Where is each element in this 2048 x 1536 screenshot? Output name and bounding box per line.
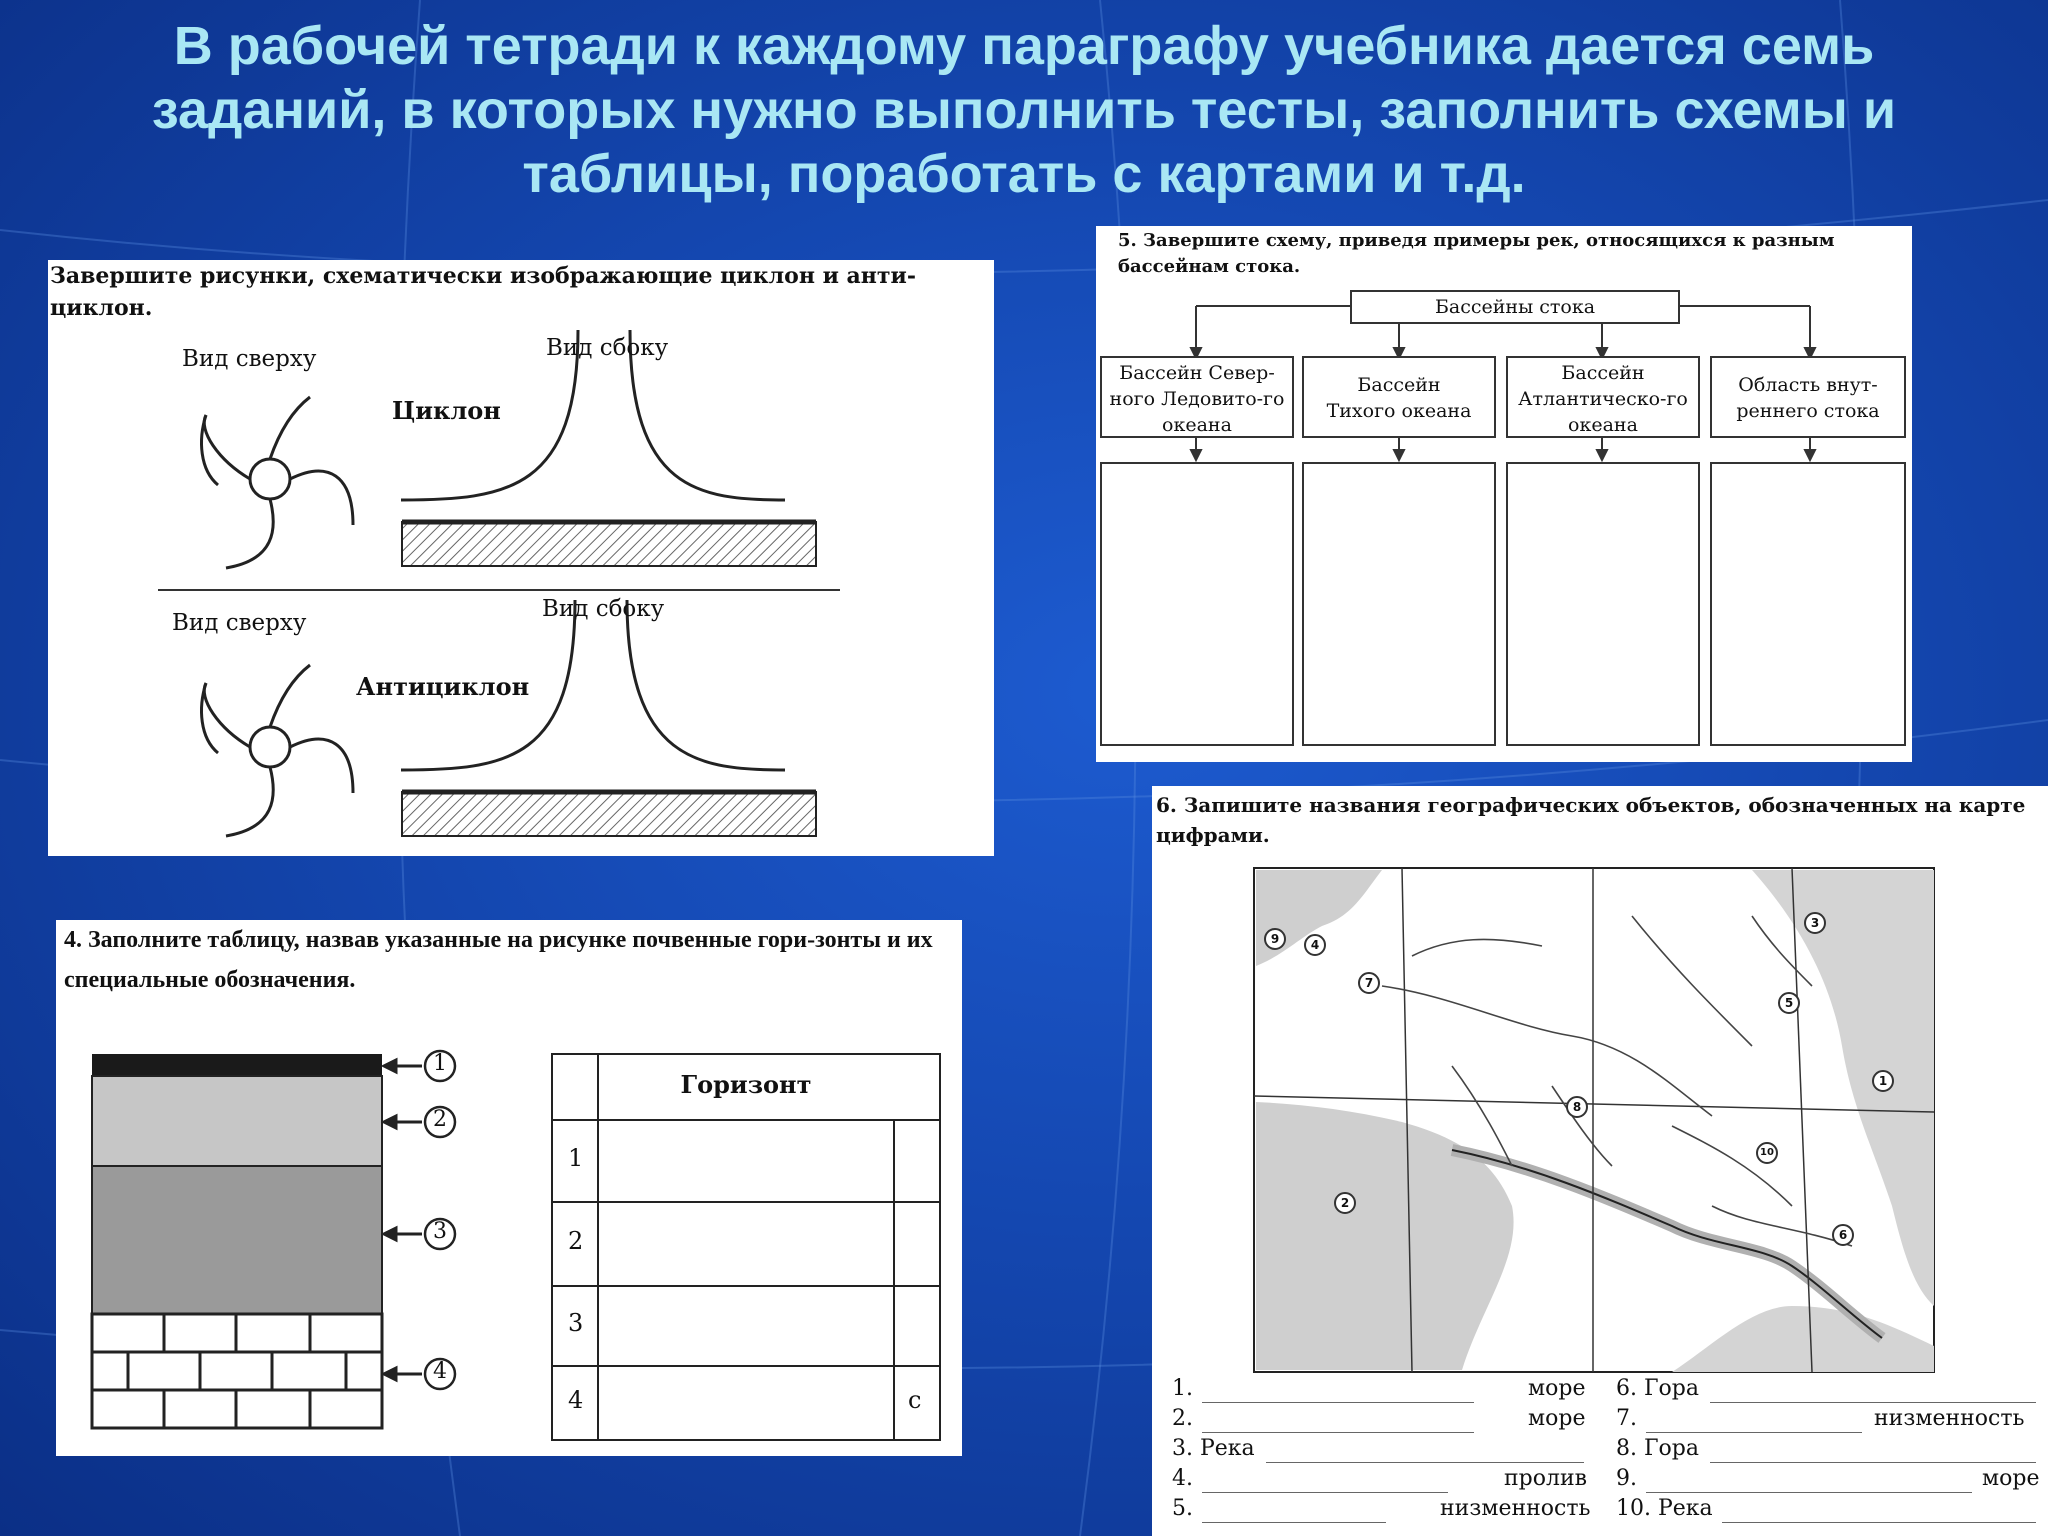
- map-answer-10-prefix: 10. Река: [1616, 1496, 1713, 1521]
- anticyclone-view-top: Вид сверху: [172, 610, 307, 636]
- map-marker-7: 7: [1358, 972, 1380, 994]
- slide-title: В рабочей тетради к каждому параграфу учебника дается семь заданий, в которых нужно выполнить тесты, заполнить схемы и таблицы, поработать с картами и т.д.: [151, 16, 1897, 204]
- soil-row-num-4: 4: [568, 1386, 584, 1414]
- map-answer-3-prefix: 3. Река: [1172, 1436, 1255, 1461]
- basin-box-pacific: Бассейн Тихого океана: [1302, 356, 1496, 438]
- anticyclone-name: Антициклон: [356, 672, 530, 701]
- map-answer-4-line[interactable]: [1202, 1492, 1448, 1493]
- map-answer-8-prefix: 8. Гора: [1616, 1436, 1699, 1461]
- map-answer-10-line[interactable]: [1722, 1522, 2036, 1523]
- cyclone-view-side: Вид сбоку: [546, 335, 669, 361]
- soil-profile: [56, 920, 962, 1456]
- map-answer-5-suffix: низменность: [1440, 1496, 1591, 1521]
- map-marker-8: 8: [1566, 1096, 1588, 1118]
- map-answer-7-line[interactable]: [1646, 1432, 1862, 1433]
- map-answer-2-suffix: море: [1528, 1406, 1586, 1431]
- anticyclone-spiral-icon: [202, 665, 353, 836]
- map-marker-2: 2: [1334, 1192, 1356, 1214]
- basin-answer-pacific[interactable]: [1302, 462, 1496, 746]
- map-answer-1-line[interactable]: [1202, 1402, 1474, 1403]
- map-answer-9-line[interactable]: [1646, 1492, 1972, 1493]
- soil-panel: [56, 920, 962, 1456]
- map-answer-5-line[interactable]: [1202, 1522, 1386, 1523]
- anticyclone-view-side: Вид сбоку: [542, 596, 665, 622]
- map-answer-3-line[interactable]: [1266, 1462, 1584, 1463]
- map-answer-1-prefix: 1.: [1172, 1376, 1193, 1401]
- map-answer-6-prefix: 6. Гора: [1616, 1376, 1699, 1401]
- map-marker-1: 1: [1872, 1070, 1894, 1092]
- map-answer-7-suffix: низменность: [1874, 1406, 2025, 1431]
- map-answer-4-prefix: 4.: [1172, 1466, 1193, 1491]
- basins-panel: [1096, 226, 1912, 762]
- map-answer-1-suffix: море: [1528, 1376, 1586, 1401]
- soil-row-num-2: 2: [568, 1227, 584, 1255]
- basin-box-internal: Область внут-реннего стока: [1710, 356, 1906, 438]
- map-answer-4-suffix: пролив: [1504, 1466, 1588, 1491]
- soil-marker-2: 2: [433, 1107, 447, 1132]
- map-answer-9-suffix: море: [1982, 1466, 2040, 1491]
- soil-instruction: 4. Заполните таблицу, назвав указанные на рисунке почвенные гори-зонты и их специальные обозначения.: [64, 927, 933, 993]
- ground-hatch: [402, 522, 816, 566]
- soil-row-num-1: 1: [568, 1144, 584, 1172]
- ground-hatch-2: [402, 792, 816, 836]
- soil-marker-4: 4: [433, 1359, 447, 1384]
- map-marker-9: 9: [1264, 928, 1286, 950]
- basins-instruction: 5. Завершите схему, приведя примеры рек, относящихся к разным бассейнам стока.: [1118, 230, 1835, 277]
- soil-row-num-3: 3: [568, 1309, 584, 1337]
- map-answer-2-prefix: 2.: [1172, 1406, 1193, 1431]
- map-marker-5: 5: [1778, 992, 1800, 1014]
- cyclone-panel: [48, 260, 994, 856]
- basin-answer-arctic[interactable]: [1100, 462, 1294, 746]
- map-answer-9-prefix: 9.: [1616, 1466, 1637, 1491]
- basin-box-atlantic: Бассейн Атлантическо-го океана: [1506, 356, 1700, 438]
- cyclone-view-top: Вид сверху: [182, 346, 317, 372]
- map-panel: [1152, 786, 2048, 1536]
- basin-box-arctic: Бассейн Север-ного Ледовито-го океана: [1100, 356, 1294, 438]
- cyclone-name: Циклон: [392, 396, 501, 425]
- map-marker-4: 4: [1304, 934, 1326, 956]
- soil-marker-3: 3: [433, 1219, 447, 1244]
- soil-row-code-4: с: [908, 1386, 922, 1414]
- cyclone-instruction: Завершите рисунки, схематически изображающие циклон и анти-циклон.: [50, 263, 916, 321]
- map-instruction: 6. Запишите названия географических объектов, обозначенных на карте цифрами.: [1156, 793, 2026, 847]
- basin-answer-internal[interactable]: [1710, 462, 1906, 746]
- basin-answer-atlantic[interactable]: [1506, 462, 1700, 746]
- map-marker-3: 3: [1804, 912, 1826, 934]
- map-answer-5-prefix: 5.: [1172, 1496, 1193, 1521]
- map-answer-6-line[interactable]: [1710, 1402, 2036, 1403]
- map-marker-10: 10: [1756, 1142, 1778, 1164]
- map-answer-2-line[interactable]: [1202, 1432, 1474, 1433]
- soil-marker-1: 1: [433, 1051, 447, 1076]
- basins-root-box: Бассейны стока: [1350, 290, 1680, 324]
- map-answer-8-line[interactable]: [1710, 1462, 2036, 1463]
- map-marker-6: 6: [1832, 1224, 1854, 1246]
- soil-table-header: Горизонт: [680, 1070, 812, 1099]
- map-answer-7-prefix: 7.: [1616, 1406, 1637, 1431]
- cyclone-spiral-icon: [202, 397, 353, 568]
